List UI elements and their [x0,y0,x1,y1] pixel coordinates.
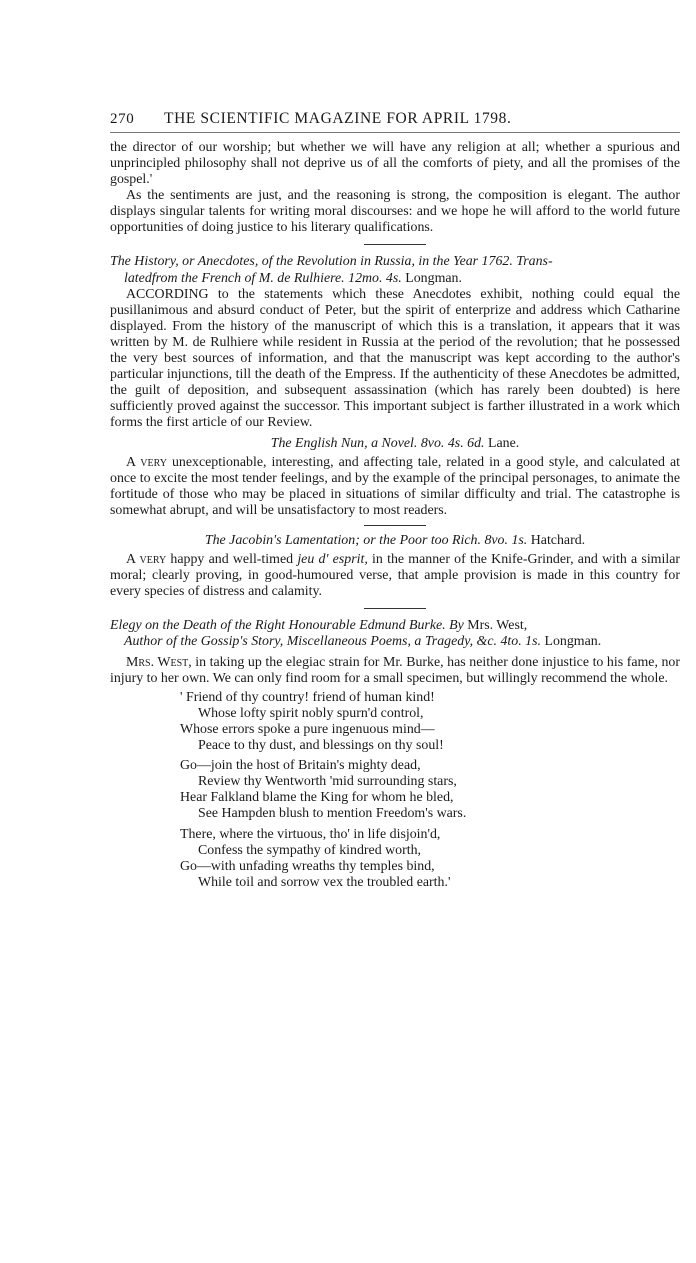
review-body-jacobin: A very happy and well-timed jeu d' esprit, in the manner of the Knife-Grinder, and with a similar moral; clearly proving, in good-humoured verse, that ample provision is made in this country for every species of distress and calamity. [110,551,680,599]
running-header [110,110,680,133]
poem-line: See Hampden blush to mention Freedom's wars. [198,806,467,822]
poem-line: While toil and sorrow vex the troubled earth.' [198,874,451,890]
poem-line: Confess the sympathy of kindred worth, [198,842,421,858]
poem-stanza [180,758,680,822]
review-title-continuation: Author of the Gossip's Story, Miscellaneous Poems, a Tragedy, &c. 4to. 1s. Longman. [124,634,602,650]
section-rule [364,244,426,245]
review-title-jacobin: The Jacobin's Lamentation; or the Poor too Rich. 8vo. 1s. Hatchard. [204,532,586,548]
review-body-english-nun: A very unexceptionable, interesting, and affecting tale, related in a good style, and calculated at once to excite the most tender feelings, and by the example of the principal personages, to animate the fortitude of those who may be placed in situations of similar difficulty and trial. The catastrophe is somewhat abrupt, and will be unsatisfactory to most readers. [110,454,680,518]
page-number: 270 [110,111,135,127]
page [110,110,680,895]
poem-line: Go—with unfading wreaths thy temples bind, [180,858,435,874]
review-title-russia [110,254,680,287]
review-title-continuation: latedfrom the French of M. de Rulhiere. 12mo. 4s. Longman. [124,270,462,286]
section-rule [364,525,426,526]
poem-line: Review thy Wentworth 'mid surrounding stars, [198,774,457,790]
poem-stanza [180,827,680,891]
review-title-text: The History, or Anecdotes, of the Revolution in Russia, in the Year 1762. Trans- [110,254,553,270]
poem-line: There, where the virtuous, tho' in life disjoin'd, [180,826,441,842]
carryover-paragraph-2: As the sentiments are just, and the reasoning is strong, the composition is elegant. The author displays singular talents for writing moral discourses: and we hope he will afford to the world future opportunities of doing justice to his literary qualifications. [110,188,680,236]
review-title-elegy: Elegy on the Death of the Right Honourable Edmund Burke. By Mrs. West, Author of the Gossip's Story, Miscellaneous Poems, a Tragedy, &c. 4to. 1s. Longman. [110,618,680,651]
poem-stanza [180,690,680,754]
review-title-english-nun: The English Nun, a Novel. 8vo. 4s. 6d. Lane. [270,435,520,451]
poem-line: Whose lofty spirit nobly spurn'd control, [198,705,424,721]
poem-line: Whose errors spoke a pure ingenuous mind— [180,721,435,737]
review-body-russia: ACCORDING to the statements which these Anecdotes exhibit, nothing could equal the pusillanimous and absurd conduct of Peter, but the spirit of enterprize and address which Catharine displayed. From the history of the manuscript of which this is a translation, it appears that it was written by M. de Rulhiere while resident in Russia at the period of the revolution; that he possessed the very best sources of information, and that the manuscript was kept according to the author's particular injunctions, till the death of the Empress. If the authenticity of these Anecdotes be admitted, the guilt of deposition, and subsequent assassination (which has rarely been doubted) is here sufficiently proved against the successor. This important subject is farther illustrated in a work which forms the first article of our Review. [110,287,680,431]
carryover-paragraph: the director of our worship; but whether we will have any religion at all; whether a spurious and unprincipled philosophy shall not deprive us of all the comforts of piety, and all the promises of the gospel.' [110,140,680,188]
poem-line: Peace to thy dust, and blessings on thy soul! [198,738,444,754]
poem-excerpt [180,690,680,891]
poem-line: Hear Falkland blame the King for whom he bled, [180,790,454,806]
review-body-elegy: Mrs. West, in taking up the elegiac strain for Mr. Burke, has neither done injustice to his fame, nor injury to her own. We can only find room for a small specimen, but willingly recommend the whole. [110,654,681,686]
poem-line: ' Friend of thy country! friend of human kind! [180,689,435,705]
running-title: THE SCIENTIFIC MAGAZINE FOR APRIL 1798. [164,110,512,127]
poem-line: Go—join the host of Britain's mighty dead, [180,758,421,774]
section-rule [364,608,426,609]
